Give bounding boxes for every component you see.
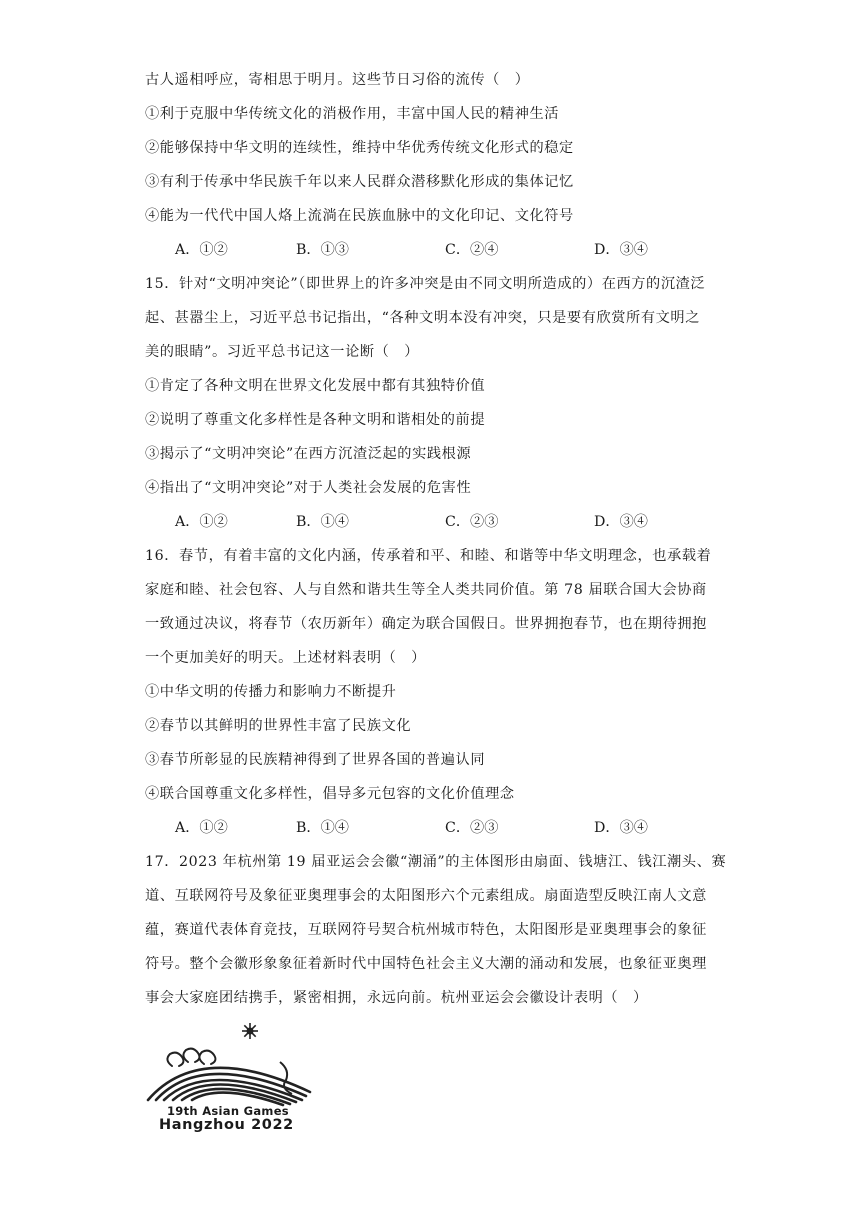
q14-statement-4: ④能为一代代中国人烙上流淌在民族血脉中的文化印记、文化符号 bbox=[145, 208, 574, 224]
q14-option-c[interactable]: C．②④ bbox=[445, 242, 499, 258]
q15-option-a[interactable]: A．①② bbox=[175, 514, 228, 530]
q15-stem-line-1: 15．针对“文明冲突论”（即世界上的许多冲突是由不同文明所造成的）在西方的沉渣泛 bbox=[145, 276, 706, 292]
q16-option-d[interactable]: D．③④ bbox=[594, 820, 648, 836]
q16-statement-3: ③春节所彰显的民族精神得到了世界各国的普遍认同 bbox=[145, 752, 486, 768]
sun-icon bbox=[242, 1023, 258, 1039]
q15-option-b[interactable]: B．①④ bbox=[296, 514, 349, 530]
q16-stem-line-3: 一致通过决议，将春节（农历新年）确定为联合国假日。世界拥抱春节，也在期待拥抱 bbox=[145, 616, 707, 632]
q16-statement-4: ④联合国尊重文化多样性，倡导多元包容的文化价值理念 bbox=[145, 786, 515, 802]
q14-option-a[interactable]: A．①② bbox=[175, 242, 228, 258]
q14-option-d[interactable]: D．③④ bbox=[594, 242, 648, 258]
q14-statement-3: ③有利于传承中华民族千年以来人民群众潜移默化形成的集体记忆 bbox=[145, 174, 574, 190]
q16-statement-2: ②春节以其鲜明的世界性丰富了民族文化 bbox=[145, 718, 412, 734]
q17-stem-line-2: 道、互联网符号及象征亚奥理事会的太阳图形六个元素组成。扇面造型反映江南人文意 bbox=[145, 888, 707, 904]
q17-stem-line-4: 符号。整个会徽形象象征着新时代中国特色社会主义大潮的涌动和发展，也象征亚奥理 bbox=[145, 956, 707, 972]
q16-option-a[interactable]: A．①② bbox=[175, 820, 228, 836]
q16-option-b[interactable]: B．①④ bbox=[296, 820, 349, 836]
q16-stem-line-2: 家庭和睦、社会包容、人与自然和谐共生等全人类共同价值。第 78 届联合国大会协商 bbox=[145, 582, 707, 598]
q17-stem-line-1: 17．2023 年杭州第 19 届亚运会会徽“潮涌”的主体图形由扇面、钱塘江、钱江潮头、赛 bbox=[145, 854, 727, 870]
q16-stem-line-1: 16．春节，有着丰富的文化内涵，传承着和平、和睦、和谐等中华文明理念，也承载着 bbox=[145, 548, 712, 564]
q17-stem-line-5: 事会大家庭团结携手，紧密相拥，永远向前。杭州亚运会会徽设计表明（ ） bbox=[145, 990, 648, 1006]
q16-option-c[interactable]: C．②③ bbox=[445, 820, 499, 836]
q14-stem-tail: 古人遥相呼应，寄相思于明月。这些节日习俗的流传（ ） bbox=[145, 72, 530, 88]
q16-stem-line-4: 一个更加美好的明天。上述材料表明（ ） bbox=[145, 650, 426, 666]
q15-option-d[interactable]: D．③④ bbox=[594, 514, 648, 530]
emblem-caption-line-1: 19th Asian Games bbox=[167, 1104, 289, 1118]
q17-stem-line-3: 蕴，赛道代表体育竞技，互联网符号契合杭州城市特色，太阳图形是亚奥理事会的象征 bbox=[145, 922, 707, 938]
q15-stem-line-2: 起、甚嚣尘上，习近平总书记指出，“各种文明本没有冲突，只是要有欣赏所有文明之 bbox=[145, 310, 700, 326]
q14-statement-1: ①利于克服中华传统文化的消极作用，丰富中国人民的精神生活 bbox=[145, 106, 560, 122]
q14-option-b[interactable]: B．①③ bbox=[296, 242, 349, 258]
q15-option-c[interactable]: C．②③ bbox=[445, 514, 499, 530]
q15-statement-1: ①肯定了各种文明在世界文化发展中都有其独特价值 bbox=[145, 378, 486, 394]
q15-statement-2: ②说明了尊重文化多样性是各种文明和谐相处的前提 bbox=[145, 412, 486, 428]
q15-stem-line-3: 美的眼睛”。习近平总书记这一论断（ ） bbox=[145, 344, 420, 360]
q15-statement-4: ④指出了“文明冲突论”对于人类社会发展的危害性 bbox=[145, 480, 472, 496]
q16-statement-1: ①中华文明的传播力和影响力不断提升 bbox=[145, 684, 397, 700]
q14-statement-2: ②能够保持中华文明的连续性，维持中华优秀传统文化形式的稳定 bbox=[145, 140, 574, 156]
q15-statement-3: ③揭示了“文明冲突论”在西方沉渣泛起的实践根源 bbox=[145, 446, 472, 462]
emblem-caption-line-2: Hangzhou 2022 bbox=[159, 1117, 294, 1133]
